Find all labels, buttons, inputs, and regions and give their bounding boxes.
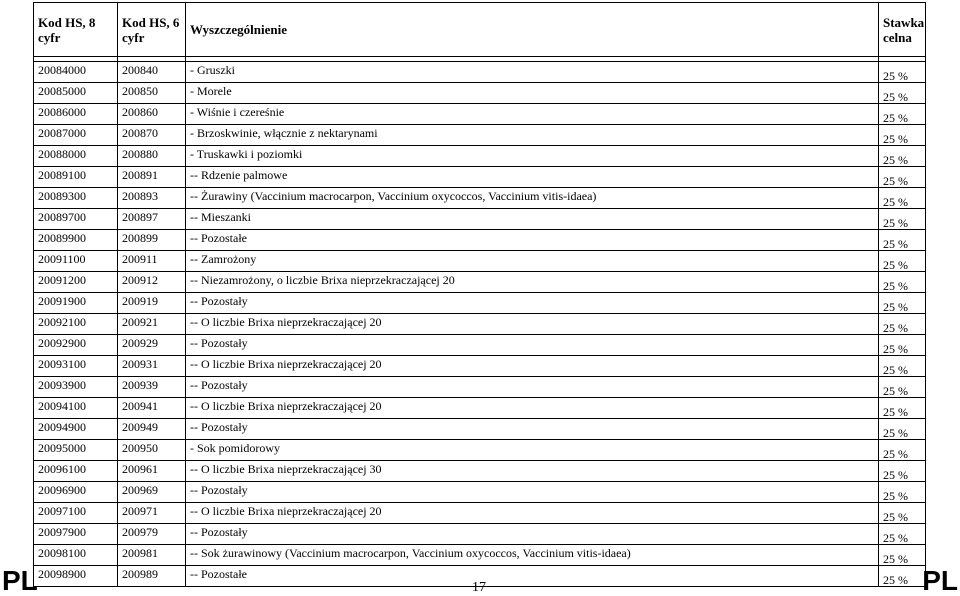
cell-hs8: 20088000 — [34, 146, 118, 167]
table-row — [34, 356, 926, 377]
cell-hs6: 200912 — [118, 272, 186, 293]
table-row — [34, 377, 926, 398]
cell-hs8: 20091900 — [34, 293, 118, 314]
table-row — [34, 125, 926, 146]
cell-hs6: 200939 — [118, 377, 186, 398]
cell-rate: 25 % — [879, 230, 926, 251]
cell-hs8: 20091100 — [34, 251, 118, 272]
cell-hs6: 200931 — [118, 356, 186, 377]
cell-rate: 25 % — [879, 209, 926, 230]
cell-hs8: 20095000 — [34, 440, 118, 461]
table-row — [34, 419, 926, 440]
header-rate: Stawka celna — [879, 3, 926, 57]
cell-rate: 25 % — [879, 146, 926, 167]
header-description: Wyszczególnienie — [186, 3, 879, 57]
table-row — [34, 209, 926, 230]
table-row — [34, 272, 926, 293]
cell-description: -- Niezamrożony, o liczbie Brixa nieprzekraczającej 20 — [186, 272, 879, 293]
cell-rate: 25 % — [879, 125, 926, 146]
page-number: 17 — [472, 580, 486, 595]
cell-description: - Brzoskwinie, włącznie z nektarynami — [186, 125, 879, 146]
table-row — [34, 62, 926, 83]
table-row — [34, 251, 926, 272]
cell-rate: 25 % — [879, 461, 926, 482]
table-row — [34, 83, 926, 104]
cell-hs6: 200921 — [118, 314, 186, 335]
header-hs6: Kod HS, 6 cyfr — [118, 3, 186, 57]
cell-hs8: 20084000 — [34, 62, 118, 83]
cell-hs6: 200891 — [118, 167, 186, 188]
cell-hs6: 200870 — [118, 125, 186, 146]
cell-hs6: 200860 — [118, 104, 186, 125]
cell-hs8: 20092100 — [34, 314, 118, 335]
cell-rate: 25 % — [879, 293, 926, 314]
cell-description: -- Pozostałe — [186, 230, 879, 251]
table-row — [34, 167, 926, 188]
cell-description: -- Pozostały — [186, 377, 879, 398]
cell-hs8: 20089700 — [34, 209, 118, 230]
cell-description: -- Rdzenie palmowe — [186, 167, 879, 188]
cell-hs6: 200899 — [118, 230, 186, 251]
footer-language-right: PL — [922, 565, 958, 596]
table-row — [34, 335, 926, 356]
cell-rate: 25 % — [879, 335, 926, 356]
cell-rate: 25 % — [879, 62, 926, 83]
cell-description: -- O liczbie Brixa nieprzekraczającej 20 — [186, 356, 879, 377]
cell-hs8: 20097100 — [34, 503, 118, 524]
cell-description: -- Żurawiny (Vaccinium macrocarpon, Vaccinium oxycoccos, Vaccinium vitis-idaea) — [186, 188, 879, 209]
table-row — [34, 314, 926, 335]
table-row — [34, 545, 926, 566]
table-row — [34, 293, 926, 314]
cell-description: -- Pozostałe — [186, 566, 879, 587]
cell-hs6: 200897 — [118, 209, 186, 230]
cell-hs8: 20092900 — [34, 335, 118, 356]
cell-rate: 25 % — [879, 251, 926, 272]
cell-rate: 25 % — [879, 566, 926, 587]
cell-hs8: 20091200 — [34, 272, 118, 293]
table-row — [34, 188, 926, 209]
cell-hs6: 200850 — [118, 83, 186, 104]
cell-description: -- Pozostały — [186, 335, 879, 356]
cell-description: - Gruszki — [186, 62, 879, 83]
cell-description: - Wiśnie i czereśnie — [186, 104, 879, 125]
table-row — [34, 398, 926, 419]
cell-hs6: 200919 — [118, 293, 186, 314]
cell-description: -- Mieszanki — [186, 209, 879, 230]
cell-description: - Sok pomidorowy — [186, 440, 879, 461]
cell-description: -- Sok żurawinowy (Vaccinium macrocarpon, Vaccinium oxycoccos, Vaccinium vitis-idaea) — [186, 545, 879, 566]
cell-rate: 25 % — [879, 83, 926, 104]
cell-hs8: 20094100 — [34, 398, 118, 419]
cell-rate: 25 % — [879, 272, 926, 293]
header-hs8: Kod HS, 8 cyfr — [34, 3, 118, 57]
cell-rate: 25 % — [879, 419, 926, 440]
cell-rate: 25 % — [879, 524, 926, 545]
cell-hs8: 20097900 — [34, 524, 118, 545]
cell-hs6: 200911 — [118, 251, 186, 272]
cell-hs6: 200949 — [118, 419, 186, 440]
cell-hs8: 20098900 — [34, 566, 118, 587]
cell-description: - Truskawki i poziomki — [186, 146, 879, 167]
cell-hs6: 200969 — [118, 482, 186, 503]
cell-rate: 25 % — [879, 167, 926, 188]
cell-description: -- O liczbie Brixa nieprzekraczającej 30 — [186, 461, 879, 482]
cell-rate: 25 % — [879, 188, 926, 209]
table-row — [34, 503, 926, 524]
cell-rate: 25 % — [879, 398, 926, 419]
cell-description: -- O liczbie Brixa nieprzekraczającej 20 — [186, 314, 879, 335]
cell-rate: 25 % — [879, 503, 926, 524]
cell-hs6: 200979 — [118, 524, 186, 545]
table-row — [34, 146, 926, 167]
cell-description: -- Pozostały — [186, 482, 879, 503]
cell-rate: 25 % — [879, 377, 926, 398]
cell-hs8: 20093100 — [34, 356, 118, 377]
cell-hs8: 20096100 — [34, 461, 118, 482]
tariff-table — [33, 2, 926, 587]
cell-hs8: 20094900 — [34, 419, 118, 440]
cell-description: -- O liczbie Brixa nieprzekraczającej 20 — [186, 503, 879, 524]
footer-language-left: PL — [2, 565, 38, 596]
cell-hs8: 20089100 — [34, 167, 118, 188]
cell-hs8: 20089300 — [34, 188, 118, 209]
cell-rate: 25 % — [879, 482, 926, 503]
table-row — [34, 524, 926, 545]
table-body — [34, 57, 926, 587]
cell-hs8: 20093900 — [34, 377, 118, 398]
cell-hs8: 20089900 — [34, 230, 118, 251]
cell-hs6: 200981 — [118, 545, 186, 566]
cell-rate: 25 % — [879, 440, 926, 461]
cell-hs6: 200840 — [118, 62, 186, 83]
cell-description: - Morele — [186, 83, 879, 104]
cell-rate: 25 % — [879, 104, 926, 125]
cell-description: -- Pozostały — [186, 524, 879, 545]
cell-hs8: 20085000 — [34, 83, 118, 104]
cell-hs6: 200880 — [118, 146, 186, 167]
table-row — [34, 482, 926, 503]
cell-description: -- Pozostały — [186, 419, 879, 440]
cell-description: -- Pozostały — [186, 293, 879, 314]
cell-hs6: 200950 — [118, 440, 186, 461]
cell-hs8: 20087000 — [34, 125, 118, 146]
cell-rate: 25 % — [879, 314, 926, 335]
cell-description: -- Zamrożony — [186, 251, 879, 272]
table-row — [34, 104, 926, 125]
cell-hs6: 200893 — [118, 188, 186, 209]
cell-rate: 25 % — [879, 356, 926, 377]
table-row — [34, 461, 926, 482]
cell-hs8: 20098100 — [34, 545, 118, 566]
table-row — [34, 230, 926, 251]
cell-hs6: 200929 — [118, 335, 186, 356]
table-header — [34, 3, 926, 57]
cell-hs6: 200941 — [118, 398, 186, 419]
cell-description: -- O liczbie Brixa nieprzekraczającej 20 — [186, 398, 879, 419]
cell-hs8: 20096900 — [34, 482, 118, 503]
cell-hs8: 20086000 — [34, 104, 118, 125]
cell-hs6: 200989 — [118, 566, 186, 587]
cell-rate: 25 % — [879, 545, 926, 566]
cell-hs6: 200971 — [118, 503, 186, 524]
table-row — [34, 440, 926, 461]
cell-hs6: 200961 — [118, 461, 186, 482]
